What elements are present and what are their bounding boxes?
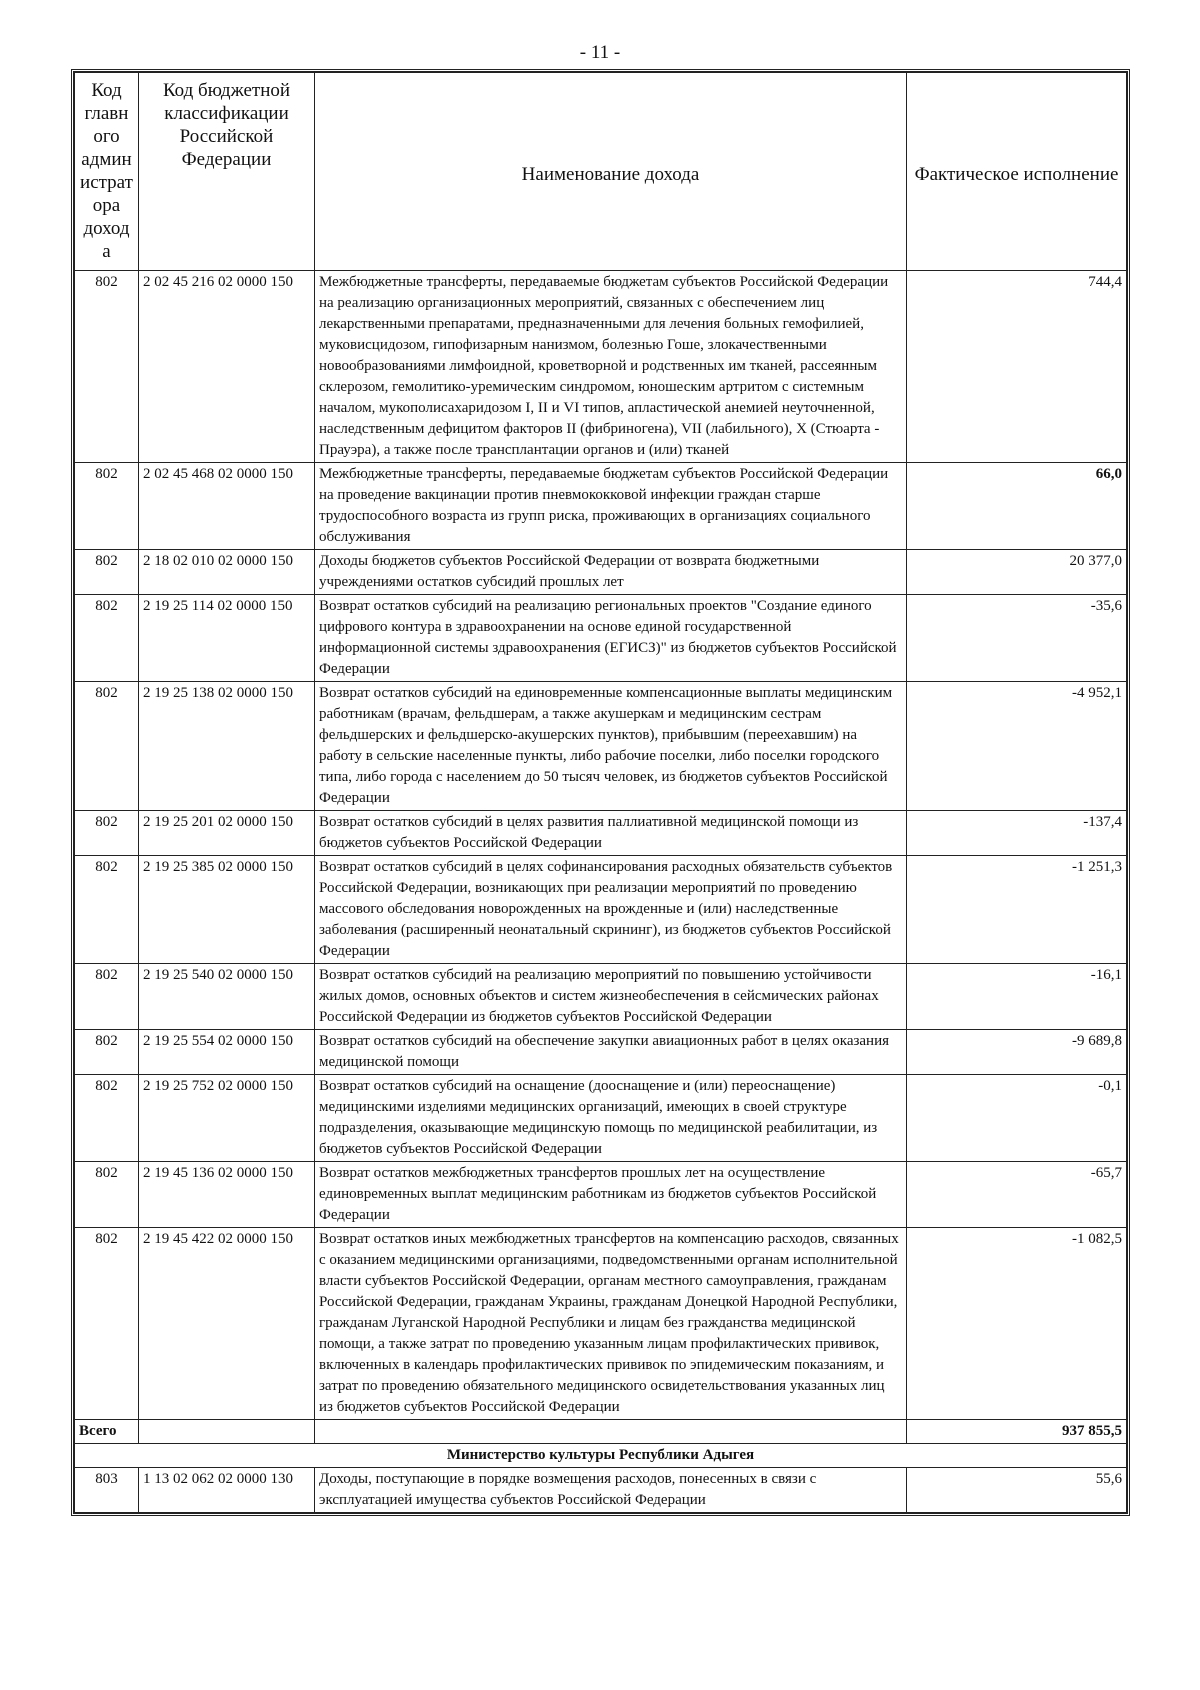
section-title: Министерство культуры Республики Адыгея [75, 1444, 1127, 1468]
header-income-name: Наименование дохода [315, 73, 907, 271]
amount-cell: -1 082,5 [907, 1228, 1127, 1420]
budget-code-cell: 2 19 25 114 02 0000 150 [139, 595, 315, 682]
table-row [75, 811, 1127, 856]
total-label: Всего [75, 1420, 139, 1444]
budget-code-cell: 2 19 25 138 02 0000 150 [139, 682, 315, 811]
budget-code-cell: 2 18 02 010 02 0000 150 [139, 550, 315, 595]
table-row [75, 595, 1127, 682]
table-row [75, 1075, 1127, 1162]
table-row [75, 682, 1127, 811]
income-name-cell: Возврат остатков субсидий на реализацию региональных проектов "Создание единого цифрового контура в здравоохранении на основе единой государственной информационной системы здравоохранения (ЕГИСЗ)" из бюджетов субъектов Российской Федерации [315, 595, 907, 682]
amount-cell: -65,7 [907, 1162, 1127, 1228]
budget-code-cell: 2 02 45 468 02 0000 150 [139, 463, 315, 550]
amount-cell: -0,1 [907, 1075, 1127, 1162]
revenue-table [74, 72, 1127, 1513]
income-name-cell: Возврат остатков субсидий на единовременные компенсационные выплаты медицинским работникам (врачам, фельдшерам, а также акушеркам и медицинским сестрам фельдшерских и фельдшерско-акушерских пунктов), прибывшим (переехавшим) на работу в сельские населенные пункты, либо рабочие поселки, либо поселки городского типа, либо города с населением до 50 тысяч человек, из бюджетов субъектов Российской Федерации [315, 682, 907, 811]
income-name-cell: Возврат остатков субсидий на реализацию мероприятий по повышению устойчивости жилых домов, основных объектов и систем жизнеобеспечения в сейсмических районах Российской Федерации из бюджетов субъектов Российской Федерации [315, 964, 907, 1030]
admin-code-cell: 802 [75, 856, 139, 964]
amount-cell: 744,4 [907, 271, 1127, 463]
table-row [75, 1030, 1127, 1075]
header-actual-execution: Фактическое исполнение [907, 73, 1127, 271]
amount-cell: -16,1 [907, 964, 1127, 1030]
amount-cell: 55,6 [907, 1468, 1127, 1513]
admin-code-cell: 802 [75, 1030, 139, 1075]
table-row [75, 463, 1127, 550]
income-name-cell: Межбюджетные трансферты, передаваемые бюджетам субъектов Российской Федерации на реализацию организационных мероприятий, связанных с обеспечением лиц лекарственными препаратами, предназначенными для лечения больных гемофилией, муковисцидозом, гипофизарным нанизмом, болезнью Гоше, злокачественными новообразованиями лимфоидной, кроветворной и родственных им тканей, рассеянным склерозом, гемолитико-уремическим синдромом, юношеским артритом с системным началом, мукополисахаридозом I, II и VI типов, апластической анемией неуточненной, наследственным дефицитом факторов II (фибриногена), VII (лабильного), X (Стюарта - Прауэра), а также после трансплантации органов и (или) тканей [315, 271, 907, 463]
table-row [75, 1468, 1127, 1513]
amount-cell: -137,4 [907, 811, 1127, 856]
header-admin-code: Код главн ого админ истрат ора доход а [75, 73, 139, 271]
budget-code-cell: 2 02 45 216 02 0000 150 [139, 271, 315, 463]
admin-code-cell: 802 [75, 595, 139, 682]
budget-code-cell: 2 19 25 385 02 0000 150 [139, 856, 315, 964]
amount-cell: -1 251,3 [907, 856, 1127, 964]
admin-code-cell: 802 [75, 463, 139, 550]
admin-code-cell: 802 [75, 1075, 139, 1162]
income-name-cell: Межбюджетные трансферты, передаваемые бюджетам субъектов Российской Федерации на проведение вакцинации против пневмококковой инфекции граждан старше трудоспособного возраста из групп риска, проживающих в организациях социального обслуживания [315, 463, 907, 550]
admin-code-cell: 802 [75, 1228, 139, 1420]
amount-cell: -9 689,8 [907, 1030, 1127, 1075]
table-row [75, 271, 1127, 463]
table-header-row [75, 73, 1127, 271]
admin-code-cell: 802 [75, 271, 139, 463]
admin-code-cell: 802 [75, 682, 139, 811]
amount-cell: 20 377,0 [907, 550, 1127, 595]
budget-code-cell: 2 19 25 201 02 0000 150 [139, 811, 315, 856]
income-name-cell: Возврат остатков субсидий в целях софинансирования расходных обязательств субъектов Российской Федерации, возникающих при реализации мероприятий по проведению массового обследования новорожденных на врожденные и (или) наследственные заболевания (расширенный неонатальный скрининг), из бюджетов субъектов Российской Федерации [315, 856, 907, 964]
income-name-cell: Доходы, поступающие в порядке возмещения расходов, понесенных в связи с эксплуатацией имущества субъектов Российской Федерации [315, 1468, 907, 1513]
income-name-cell: Возврат остатков субсидий на обеспечение закупки авиационных работ в целях оказания медицинской помощи [315, 1030, 907, 1075]
amount-cell: -4 952,1 [907, 682, 1127, 811]
budget-code-cell: 1 13 02 062 02 0000 130 [139, 1468, 315, 1513]
admin-code-cell: 802 [75, 1162, 139, 1228]
income-name-cell: Возврат остатков иных межбюджетных трансфертов на компенсацию расходов, связанных с оказанием медицинскими организациями, подведомственными органам исполнительной власти субъектов Российской Федерации, органам местного самоуправления, гражданам Российской Федерации, гражданам Украины, гражданам Донецкой Народной Республики, гражданам Луганской Народной Республики и лицам без гражданства медицинской помощи, а также затрат по проведению указанным лицам профилактических прививок, включенных в календарь профилактических прививок по эпидемическим показаниям, и затрат по проведению обязательного медицинского освидетельствования указанных лиц из бюджетов субъектов Российской Федерации [315, 1228, 907, 1420]
table-row [75, 1228, 1127, 1420]
admin-code-cell: 802 [75, 964, 139, 1030]
table-row [75, 856, 1127, 964]
table-row [75, 964, 1127, 1030]
page-number: - 11 - [579, 42, 621, 63]
budget-code-cell: 2 19 25 752 02 0000 150 [139, 1075, 315, 1162]
table-row [75, 1162, 1127, 1228]
header-budget-code: Код бюджетной классификации Российской Федерации [139, 73, 315, 271]
total-empty-cell [139, 1420, 315, 1444]
income-name-cell: Возврат остатков межбюджетных трансфертов прошлых лет на осуществление единовременных выплат медицинским работникам из бюджетов субъектов Российской Федерации [315, 1162, 907, 1228]
total-row [75, 1420, 1127, 1444]
budget-code-cell: 2 19 45 422 02 0000 150 [139, 1228, 315, 1420]
amount-cell: 66,0 [907, 463, 1127, 550]
budget-code-cell: 2 19 45 136 02 0000 150 [139, 1162, 315, 1228]
admin-code-cell: 803 [75, 1468, 139, 1513]
section-header-row [75, 1444, 1127, 1468]
amount-cell: -35,6 [907, 595, 1127, 682]
table-row [75, 550, 1127, 595]
budget-code-cell: 2 19 25 554 02 0000 150 [139, 1030, 315, 1075]
admin-code-cell: 802 [75, 550, 139, 595]
admin-code-cell: 802 [75, 811, 139, 856]
income-name-cell: Возврат остатков субсидий на оснащение (дооснащение и (или) переоснащение) медицинскими изделиями медицинских организаций, имеющих в своей структуре подразделения, оказывающие медицинскую помощь по медицинской реабилитации, из бюджетов субъектов Российской Федерации [315, 1075, 907, 1162]
total-amount: 937 855,5 [907, 1420, 1127, 1444]
income-name-cell: Доходы бюджетов субъектов Российской Федерации от возврата бюджетными учреждениями остатков субсидий прошлых лет [315, 550, 907, 595]
total-empty-cell [315, 1420, 907, 1444]
income-name-cell: Возврат остатков субсидий в целях развития паллиативной медицинской помощи из бюджетов субъектов Российской Федерации [315, 811, 907, 856]
budget-code-cell: 2 19 25 540 02 0000 150 [139, 964, 315, 1030]
